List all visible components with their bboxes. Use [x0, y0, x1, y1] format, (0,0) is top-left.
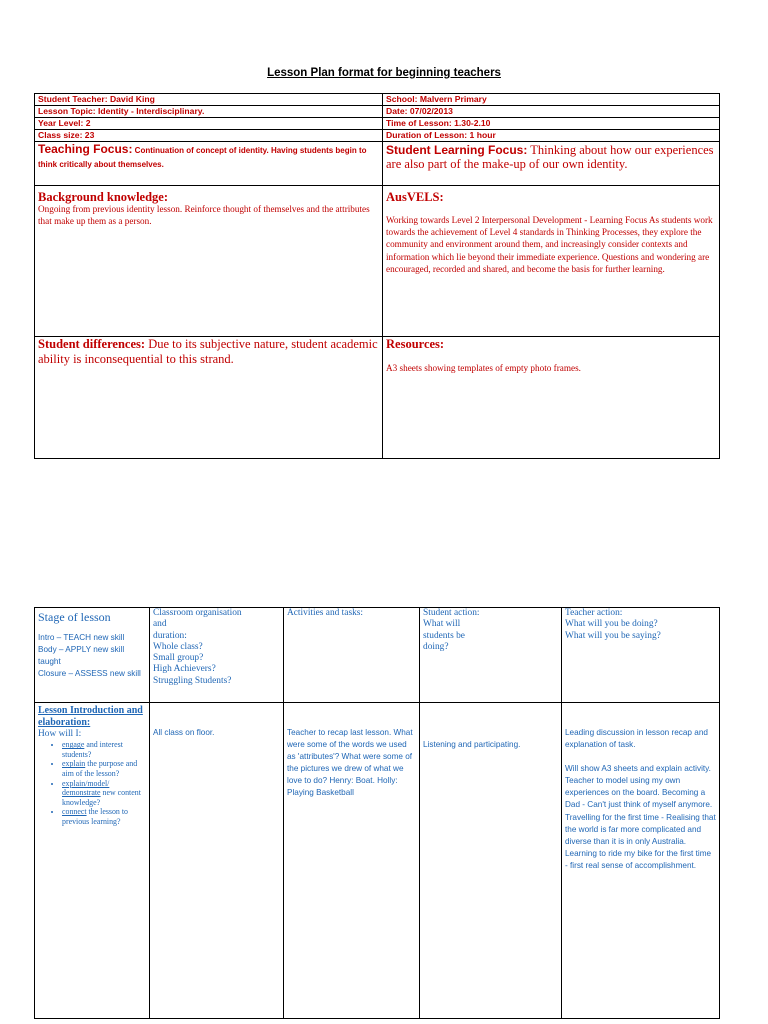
time-of-lesson-cell: Time of Lesson: 1.30-2.10: [383, 118, 720, 130]
intro-teacher-action-cell: [562, 703, 720, 1019]
organisation-duration: duration:: [153, 630, 187, 641]
intro-stage-heading: Lesson Introduction and elaboration:: [38, 705, 143, 728]
info-row: [35, 106, 720, 118]
intro-organisation-cell: [150, 703, 284, 1019]
list-item: • connect the lesson to previous learning?: [62, 807, 146, 826]
stage-item: Body – APPLY new skill taught: [38, 645, 125, 667]
intro-teacher-action-p1: Leading discussion in lesson recap and explanation of task.: [565, 728, 708, 750]
intro-student-action-text: Listening and participating.: [423, 740, 521, 749]
duration-cell: Duration of Lesson: 1 hour: [383, 130, 720, 142]
student-learning-focus-cell: [383, 142, 720, 186]
year-level-cell: Year Level: 2: [35, 118, 383, 130]
organisation-option: Struggling Students?: [153, 675, 232, 686]
student-action-header-cell: [420, 608, 562, 703]
info-row: [35, 118, 720, 130]
page-title: Lesson Plan format for beginning teachers: [267, 67, 501, 79]
intro-activities-text: Teacher to recap last lesson. What were some of the words we used as 'attributes'? What were some of the pictures we drew of what we love to do? Henry: Boat. Holly: Playing Basketball: [287, 728, 413, 798]
organisation-header-cell: [150, 608, 284, 703]
background-row: [35, 186, 720, 337]
student-teacher-cell: Student Teacher: David King: [35, 94, 383, 106]
resources-cell: [383, 337, 720, 459]
teaching-focus-label: Teaching Focus:: [38, 142, 133, 156]
activities-heading: Activities and tasks:: [287, 608, 364, 618]
info-row: [35, 94, 720, 106]
activities-header-cell: [284, 608, 420, 703]
list-item: • engage and interest students?: [62, 740, 146, 759]
student-learning-focus-label: Student Learning Focus:: [386, 143, 528, 157]
intro-stage-cell: [35, 703, 150, 1019]
stage-item: Closure – ASSESS new skill: [38, 669, 141, 679]
organisation-option: Small group?: [153, 653, 204, 664]
ausvels-text: Working towards Level 2 Interpersonal Development - Learning Focus As students work towards the achievement of Level 4 standards in Thinking Processes, they explore the community and environment around them, and increasingly consider contexts and information which lie beyond their immediate experience. Questions and wondering are encouraged, recorded and shared, and become the basis for further learning.: [386, 215, 713, 274]
info-row: [35, 130, 720, 142]
organisation-option: Whole class?: [153, 641, 203, 652]
stage-of-lesson-heading: Stage of lesson: [38, 610, 111, 624]
student-differences-label: Student differences:: [38, 337, 146, 351]
stage-item: Intro – TEACH new skill: [38, 633, 125, 642]
background-knowledge-label: Background knowledge:: [38, 190, 169, 204]
ausvels-cell: [383, 186, 720, 337]
list-item: • explain the purpose and aim of the lesson?: [62, 759, 146, 778]
class-size-cell: Class size: 23: [35, 130, 383, 142]
intro-teacher-action-p2: Will show A3 sheets and explain activity. Teacher to model using my own experiences on the board. Becoming a Dad - Can't just think of myself anymore. Travelling for the first time - Realising that the world is far more complicated and diverse than it is in only Australia. Learning to ride my bike for the first time - first real sense of accomplishment.: [565, 764, 716, 870]
organisation-and: and: [153, 619, 167, 630]
student-learning-focus-text: Thinking about how our experiences are also part of the make-up of our own identity.: [386, 143, 714, 171]
stage-header-cell: [35, 608, 150, 703]
list-item: • explain/model/ demonstrate new content knowledge?: [62, 779, 146, 808]
lesson-plan-table: [34, 607, 720, 1019]
background-knowledge-text: Ongoing from previous identity lesson. Reinforce thought of themselves and the attributes that make up them as a person.: [38, 204, 370, 226]
school-cell: School: Malvern Primary: [383, 94, 720, 106]
intro-activities-cell: [284, 703, 420, 1019]
teacher-action-header-cell: [562, 608, 720, 703]
ausvels-label: AusVELS:: [386, 190, 444, 204]
teaching-focus-cell: [35, 142, 383, 186]
teacher-action-question: What will you be saying?: [565, 630, 661, 641]
organisation-heading: Classroom organisation: [153, 608, 242, 618]
resources-label: Resources:: [386, 337, 445, 351]
focus-row: [35, 142, 720, 186]
lesson-topic-cell: Lesson Topic: Identity - Interdisciplinary.: [35, 106, 383, 118]
organisation-option: High Achievers?: [153, 664, 216, 675]
resources-text: A3 sheets showing templates of empty photo frames.: [386, 363, 581, 373]
student-differences-cell: [35, 337, 383, 459]
how-will-i: How will I:: [38, 729, 82, 739]
background-knowledge-cell: [35, 186, 383, 337]
student-differences-text: Due to its subjective nature, student academic ability is inconsequential to this strand.: [38, 337, 378, 366]
teacher-action-question: What will you be doing?: [565, 619, 658, 630]
intro-bullet-list: [38, 740, 146, 826]
teacher-action-heading: Teacher action:: [565, 608, 623, 618]
student-action-heading: Student action:: [423, 608, 480, 618]
lesson-info-table: [34, 93, 720, 459]
student-action-question: What will students be doing?: [423, 619, 465, 652]
teaching-focus-text: Continuation of concept of identity. Having students begin to think critically about themselves.: [38, 146, 367, 169]
differences-row: [35, 337, 720, 459]
date-cell: Date: 07/02/2013: [383, 106, 720, 118]
plan-header-row: [35, 608, 720, 703]
intro-student-action-cell: [420, 703, 562, 1019]
intro-organisation-text: All class on floor.: [153, 728, 215, 737]
intro-row: [35, 703, 720, 1019]
